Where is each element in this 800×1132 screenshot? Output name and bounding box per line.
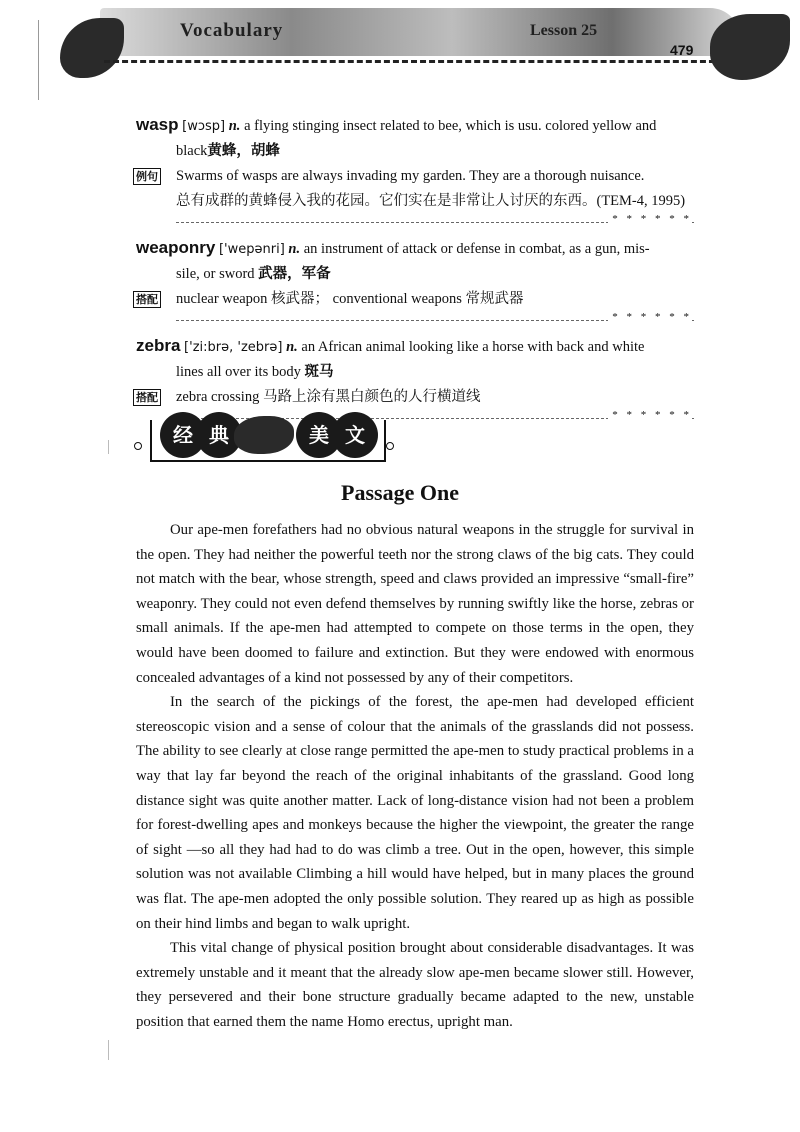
chinese-gloss: 黄蜂，胡蜂	[207, 143, 280, 159]
vocabulary-list	[136, 112, 694, 431]
vocab-entry	[136, 333, 694, 385]
collocation-block	[136, 385, 694, 410]
example-en: Swarms of wasps are always invading my garden. They are a thorough nuisance.	[176, 168, 645, 184]
banner-ornament	[234, 416, 294, 454]
collocation-block	[136, 287, 694, 312]
banner-char: 经	[160, 412, 206, 458]
definition: an instrument of attack or defense in combat, as a gun, mis-	[303, 241, 650, 257]
margin-line	[38, 20, 39, 100]
definition-cont: black	[176, 143, 208, 159]
header-lesson: Lesson 25	[530, 22, 598, 39]
example-block	[136, 164, 694, 214]
paragraph: Our ape-men forefathers had no obvious natural weapons in the struggle for survival in the open. They had neither the powerful teeth nor the strong claws of the big cats. They could not match with the bear, whose strength, speed and claws provided an impressive “small-fire” weaponry. They could not even defend themselves by running swiftly like the horse, zebras or small animals. If the ape-men had attempted to compete on those terms in the open, they would have been doomed to failure and extinction. But they were endowed with enormous concealed advantages of a kind not possessed by any of their competitors.	[136, 522, 694, 686]
margin-tick	[108, 1040, 109, 1060]
banner-char: 文	[332, 412, 378, 458]
collocation-text: nuclear weapon 核武器； conventional weapons 常规武器	[176, 291, 524, 307]
vocab-entry	[136, 235, 694, 287]
header-title: Vocabulary	[180, 20, 284, 41]
separator-stars: * * * * * *	[608, 213, 692, 225]
definition-cont: sile, or sword	[176, 266, 255, 282]
passage-body	[136, 518, 694, 1034]
passage-title: Passage One	[341, 480, 459, 505]
pronunciation: ['zi:brə, 'zebrə]	[184, 340, 283, 355]
headword: wasp	[136, 115, 179, 134]
chinese-gloss: 武器，军备	[258, 266, 331, 282]
definition: a flying stinging insect related to bee, which is usu. colored yellow and	[244, 118, 657, 134]
collocation-tag: 搭配	[133, 291, 161, 308]
banner-char: 典	[196, 412, 242, 458]
definition: an African animal looking like a horse with back and white	[301, 339, 645, 355]
pronunciation: ['wepənri]	[218, 242, 285, 257]
vocab-entry	[136, 112, 694, 164]
banner-dot	[386, 442, 394, 450]
example-cn: 总有成群的黄蜂侵入我的花园。它们实在是非常让人讨厌的东西。(TEM-4, 1995)	[176, 193, 686, 209]
header-divider	[104, 60, 724, 63]
paragraph: In the search of the pickings of the forest, the ape-men had developed efficient stereoscopic vision and a sense of colour that the animals of the grasslands did not possess. The ability to see clearly at close range permitted the ape-men to study practical problems in a way that lay far beyond the reach of the original inhabitants of the grassland. Good long distance sight was quite another matter. Lack of long-distance vision had not been a problem for forest-dwelling apes and monkeys because the higher the viewpoint, the greater the range of sight —so all they had had to do was climb a tree. Out in the open, however, this simple solution was not available Climbing a hill would have helped, but in many places the ground was flat. The ape-men adopted the only possible solution. They reared up as high as possible on their hind limbs and began to walk upright.	[136, 694, 694, 932]
entry-separator	[176, 311, 694, 333]
banner-dot	[134, 442, 142, 450]
margin-tick	[108, 440, 109, 454]
example-tag: 例句	[133, 168, 161, 185]
header-logo-graphic	[60, 18, 124, 78]
headword: weaponry	[136, 238, 216, 257]
part-of-speech: n.	[288, 241, 301, 257]
entry-separator	[176, 213, 694, 235]
collocation-tag: 搭配	[133, 389, 161, 406]
page-header	[60, 0, 800, 82]
chinese-gloss: 斑马	[304, 364, 334, 380]
paragraph: This vital change of physical position brought about considerable disadvantages. It was extremely unstable and it meant that the already slow ape-men became slower still. However, they persevered and their bone structure gradually became adapted to the new, unstable position that earned them the name Homo erectus, upright man.	[136, 940, 694, 1030]
separator-stars: * * * * * *	[608, 409, 692, 421]
definition-cont: lines all over its body	[176, 364, 301, 380]
banner-char: 美	[296, 412, 342, 458]
headword: zebra	[136, 336, 181, 355]
page-number: 479	[670, 42, 694, 58]
header-corner-graphic	[710, 14, 790, 80]
section-banner	[140, 412, 400, 468]
pronunciation: [wɔsp]	[182, 119, 226, 134]
separator-stars: * * * * * *	[608, 311, 692, 323]
part-of-speech: n.	[286, 339, 298, 355]
collocation-text: zebra crossing 马路上涂有黑白颜色的人行横道线	[176, 389, 481, 405]
part-of-speech: n.	[228, 118, 241, 134]
